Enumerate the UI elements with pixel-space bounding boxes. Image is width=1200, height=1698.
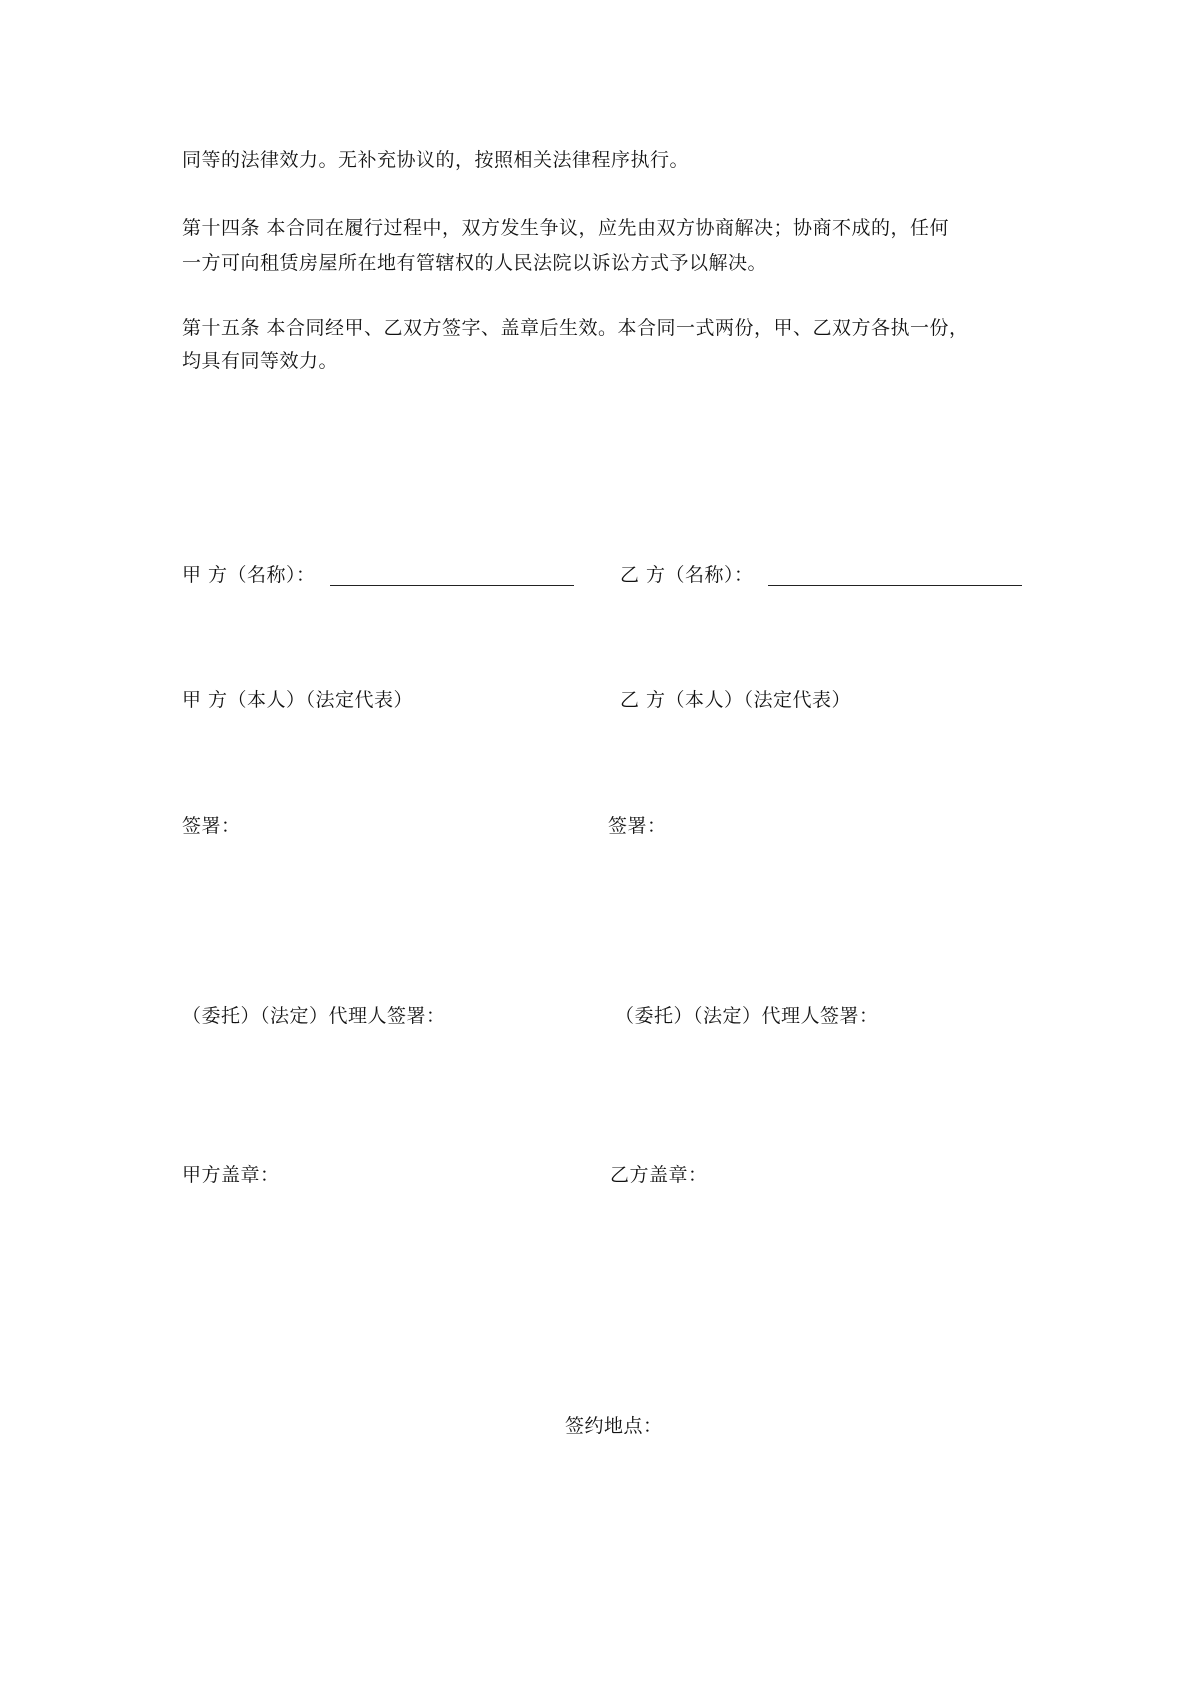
party-a-name-line[interactable] bbox=[330, 585, 574, 586]
clause-15-line-2: 均具有同等效力。 bbox=[182, 350, 339, 372]
signing-location-label: 签约地点： bbox=[565, 1415, 663, 1437]
party-a-seal-label: 甲方盖章： bbox=[182, 1164, 280, 1186]
clause-15-line-1: 第十五条 本合同经甲、乙双方签字、盖章后生效。本合同一式两份，甲、乙双方各执一份， bbox=[182, 317, 969, 339]
party-b-name-label: 乙 方（名称）： bbox=[620, 564, 754, 586]
clause-14-line-1: 第十四条 本合同在履行过程中，双方发生争议，应先由双方协商解决；协商不成的，任何 bbox=[182, 217, 950, 239]
party-b-agent-label: （委托）（法定）代理人签署： bbox=[615, 1005, 879, 1027]
party-b-sign-label: 签署： bbox=[608, 815, 667, 837]
party-b-name-line[interactable] bbox=[768, 585, 1022, 586]
party-b-seal-label: 乙方盖章： bbox=[610, 1164, 708, 1186]
party-a-sign-label: 签署： bbox=[182, 815, 241, 837]
clause-13-tail: 同等的法律效力。无补充协议的，按照相关法律程序执行。 bbox=[182, 149, 690, 171]
clause-14-line-2: 一方可向租赁房屋所在地有管辖权的人民法院以诉讼方式予以解决。 bbox=[182, 252, 768, 274]
party-a-agent-label: （委托）（法定）代理人签署： bbox=[182, 1005, 446, 1027]
party-b-representative-label: 乙 方（本人）（法定代表） bbox=[620, 689, 852, 711]
party-a-name-label: 甲 方（名称）： bbox=[182, 564, 316, 586]
party-a-representative-label: 甲 方（本人）（法定代表） bbox=[182, 689, 414, 711]
